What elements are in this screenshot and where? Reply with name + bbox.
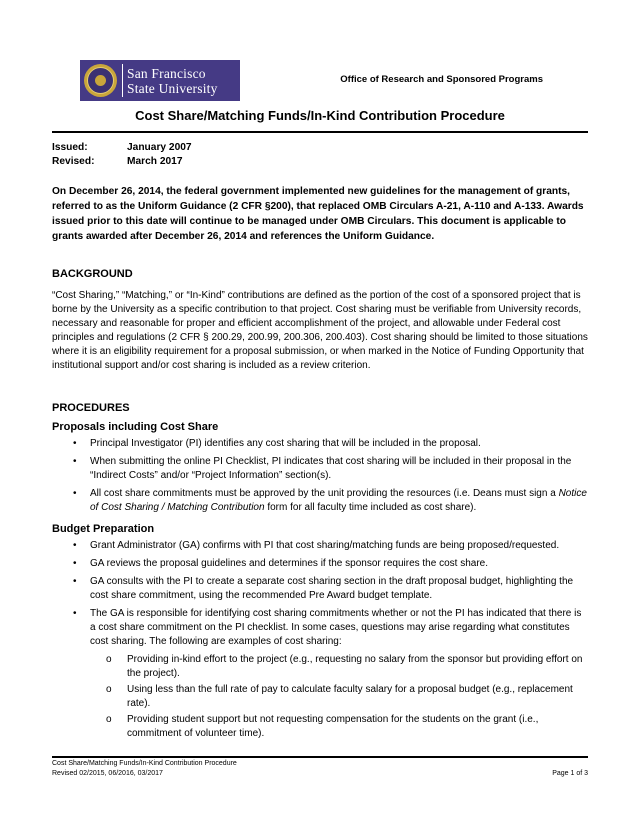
- title-divider: [52, 131, 588, 133]
- revised-row: [52, 156, 183, 167]
- page-number: Page 1 of 3: [552, 770, 588, 777]
- list-item: • All cost share commitments must be approved by the unit providing the resources (i.e. Deans must sign a Notice of Cost Sharing / Matching Contribution form for all faculty time included as cost share).: [73, 488, 587, 513]
- list-item: o Providing in-kind effort to the project (e.g., requesting no salary from the sponsor but providing effort on the project).: [106, 654, 583, 679]
- cost-sharing-examples: [90, 653, 588, 741]
- list-item: o Providing student support but not requesting compensation for the students on the grant (i.e., commitment of volunteer time).: [106, 714, 539, 739]
- issued-value: January 2007: [127, 142, 192, 153]
- university-seal-icon: [84, 64, 117, 97]
- list-item: • GA consults with the PI to create a separate cost sharing section in the draft proposal budget, highlighting the cost share commitment, using the recommended Pre Award budget template.: [73, 576, 574, 601]
- footer-divider: [52, 756, 588, 758]
- uniform-guidance-notice: On December 26, 2014, the federal government implemented new guidelines for the management of grants, referred to as the Uniform Guidance (2 CFR §200), that replaced OMB Circulars A-21, A-110 and A-133. Awards issued prior to this date will continue to be managed under OMB Circulars. This document is applicable to grants awarded after December 26, 2014 and references the Uniform Guidance.: [52, 186, 584, 242]
- list-item: • GA reviews the proposal guidelines and determines if the sponsor requires the cost share.: [73, 558, 488, 569]
- budget-heading: Budget Preparation: [52, 523, 155, 535]
- revised-label: Revised:: [52, 156, 95, 167]
- list-item: • When submitting the online PI Checklist, PI indicates that cost sharing will be included in their proposal in the “Indirect Costs” and/or “Project Information” section(s).: [73, 456, 572, 481]
- university-logo: [80, 60, 240, 101]
- background-paragraph: “Cost Sharing,” “Matching,” or “In-Kind” contributions are defined as the portion of the cost of a sponsored project that is borne by the University as a specific contribution to that project. Cost sharing must be verifiable from University records, necessary and reasonable for proper and efficient accomplishment of the project, and allowable under Federal cost principles and regulations (2 CFR § 200.29, 200.99, 200.306, 200.403). Cost sharing should be limited to those situations where it is an eligibility requirement for a proposal submission, or when marked in the Notice of Funding Opportunity that institutional support and/or cost sharing is included as a review criterion.: [52, 290, 588, 371]
- logo-text-line1: San Francisco: [127, 65, 206, 81]
- list-item: o Using less than the full rate of pay to calculate faculty salary for a proposal budget (e.g., replacement rate).: [106, 684, 573, 709]
- list-item: • Grant Administrator (GA) confirms with PI that cost sharing/matching funds are being proposed/requested.: [73, 540, 560, 551]
- revised-value: March 2017: [127, 156, 183, 167]
- cost-sharing-form-name: Notice of Cost Sharing / Matching Contribution: [90, 488, 587, 513]
- list-item: • The GA is responsible for identifying cost sharing commitments whether or not the PI has indicated that there is a cost share commitment on the PI checklist. In some cases, questions may arise regarding what constitutes cost sharing. The following are examples of cost sharing: o Providing in-kind effort to the project (e.g., requesting no salary from the sponsor but providing effort on the project). o Using less than the full rate of pay to calculate faculty salary for a proposal budget (e.g., replacement rate). o Providing student support but not requesting compensation for the students on the grant (i.e., commitment of volunteer time).: [52, 607, 588, 741]
- footer-revisions: Revised 02/2015, 06/2016, 03/2017: [52, 770, 163, 777]
- list-item: • Principal Investigator (PI) identifies any cost sharing that will be included in the proposal.: [73, 438, 481, 449]
- proposals-list: [52, 437, 588, 519]
- issued-label: Issued:: [52, 142, 88, 153]
- footer-doc-title: Cost Share/Matching Funds/In-Kind Contribution Procedure: [52, 760, 237, 767]
- proposals-heading: Proposals including Cost Share: [52, 421, 219, 433]
- document-title: Cost Share/Matching Funds/In-Kind Contribution Procedure: [135, 108, 505, 123]
- issued-row: [52, 142, 192, 153]
- procedures-heading: PROCEDURES: [52, 402, 130, 414]
- budget-list: [52, 539, 588, 745]
- logo-text-line2: State University: [127, 80, 218, 96]
- office-name: Office of Research and Sponsored Programs: [340, 74, 543, 85]
- background-heading: BACKGROUND: [52, 268, 133, 280]
